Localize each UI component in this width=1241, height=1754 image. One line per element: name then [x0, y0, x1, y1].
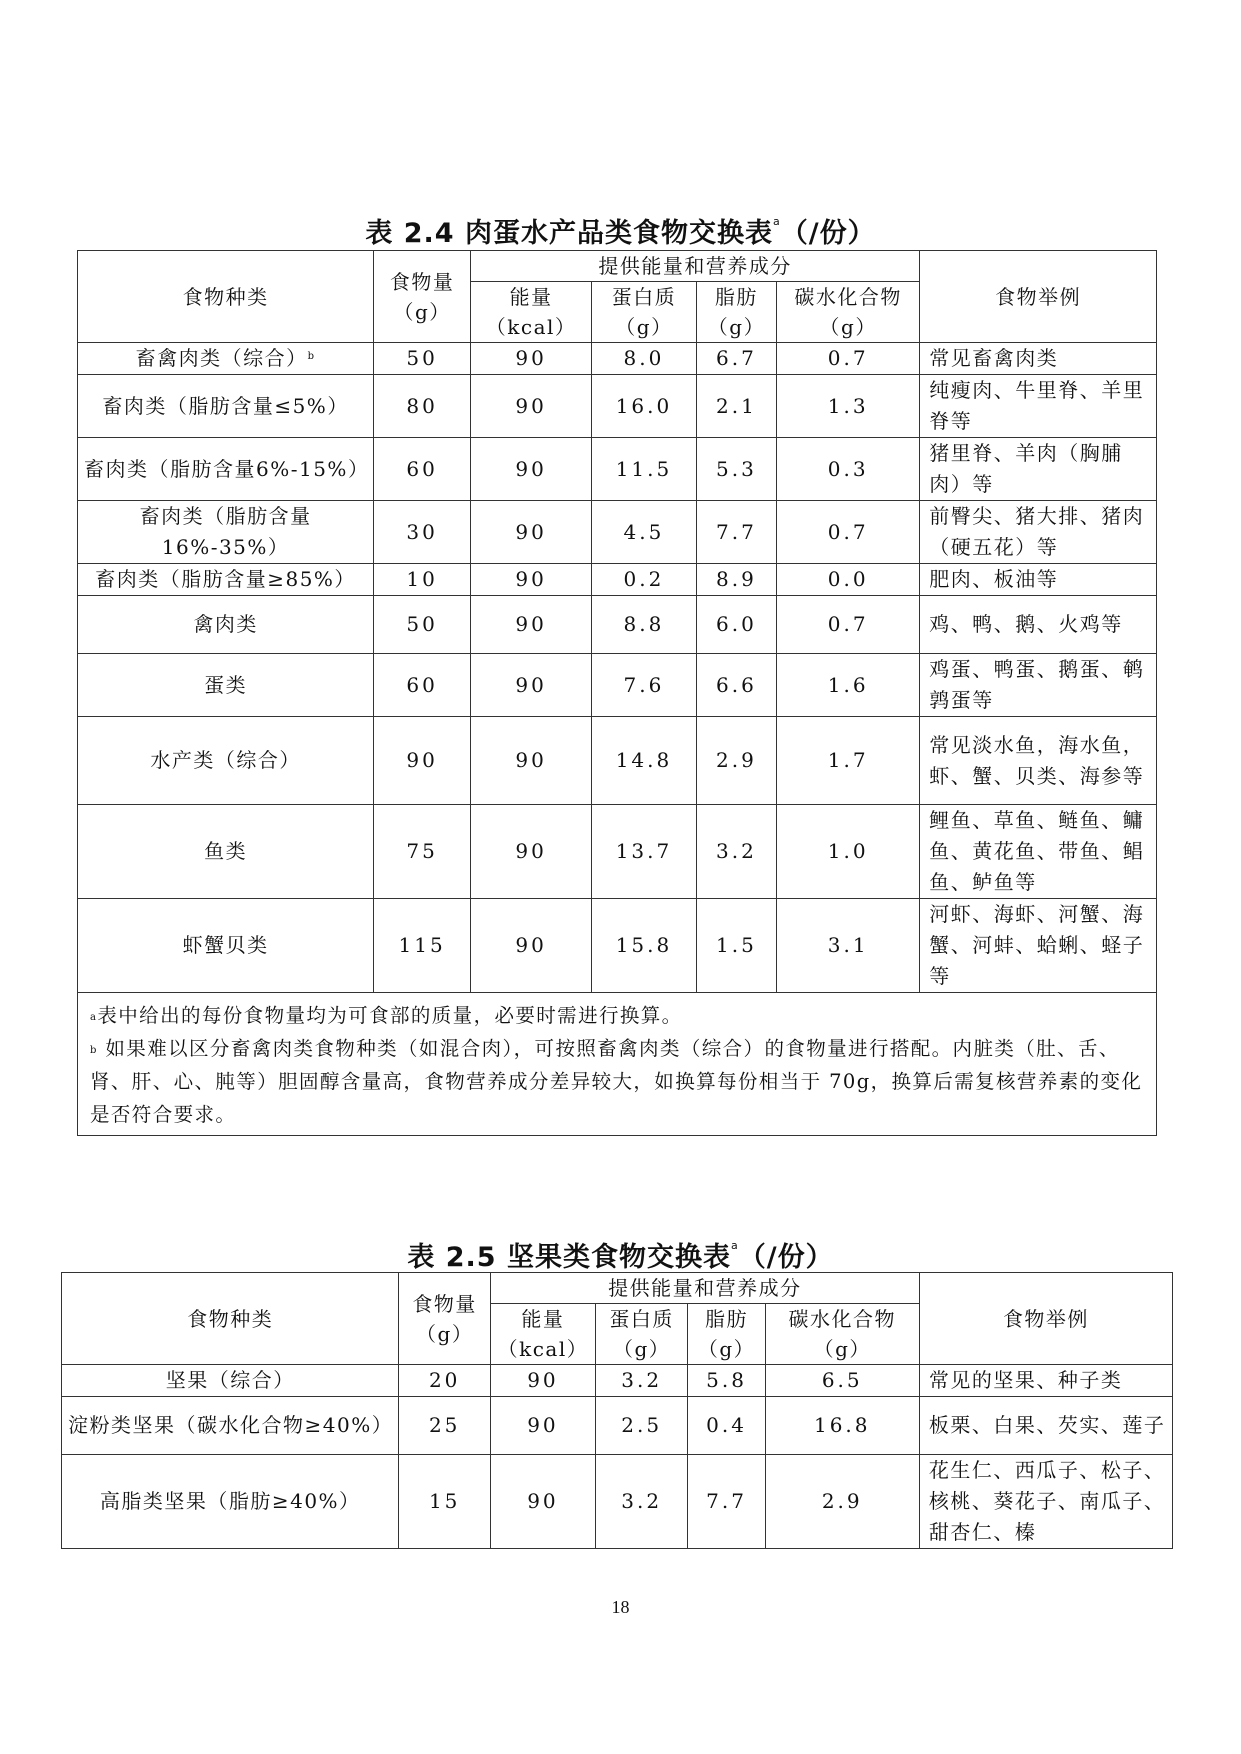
header-nutrients-group: 提供能量和营养成分 [490, 1273, 919, 1304]
category-text: 淀粉类坚果（碳水化合物≥40%） [68, 1413, 394, 1437]
cell-fat: 8.9 [696, 564, 776, 596]
cell-fat: 5.8 [688, 1365, 765, 1397]
cell-carb: 1.7 [777, 717, 920, 805]
table-row [78, 564, 1157, 596]
cell-energy: 90 [471, 596, 592, 654]
note-mark: a [90, 1012, 98, 1023]
note-text: 表中给出的每份食物量均为可食部的质量，必要时需进行换算。 [97, 1004, 683, 1027]
cell-carb: 1.3 [777, 375, 920, 438]
page-number: 18 [611, 1597, 630, 1617]
cell-examples: 花生仁、西瓜子、松子、核桃、葵花子、南瓜子、甜杏仁、榛 [919, 1455, 1172, 1549]
cell-energy: 90 [471, 501, 592, 564]
note-mark: b [90, 1045, 98, 1056]
header-category: 食物种类 [78, 251, 374, 343]
title-text: 表 2.5 坚果类食物交换表 [407, 1242, 731, 1273]
header-fat: 脂肪（g） [688, 1304, 765, 1365]
header-nutrients-group: 提供能量和营养成分 [471, 251, 920, 282]
note-b [90, 1032, 1146, 1131]
note-text: 如果难以区分畜禽肉类食物种类（如混合肉），可按照畜禽肉类（综合）的食物量进行搭配。内脏类（肚、舌、肾、肝、心、肫等）胆固醇含量高，食物营养成分差异较大，如换算每份相当于 70g，换算后需复核营养素的变化是否符合要求。 [90, 1037, 1143, 1126]
title-footnote-mark: a [731, 1239, 739, 1252]
nut-exchange-table [61, 1272, 1173, 1549]
cell-examples: 河虾、海虾、河蟹、海蟹、河蚌、蛤蜊、蛏子等 [920, 899, 1157, 993]
cell-energy: 90 [490, 1397, 595, 1455]
cell-protein: 16.0 [592, 375, 697, 438]
cell-carb: 0.3 [777, 438, 920, 501]
cell-energy: 90 [471, 717, 592, 805]
category-text: 畜肉类（脂肪含量6%-15%） [84, 456, 370, 481]
header-protein: 蛋白质（g） [592, 282, 697, 343]
category-text: 水产类（综合） [150, 748, 301, 772]
table-row [78, 805, 1157, 899]
cell-fat: 2.1 [696, 375, 776, 438]
cell-energy: 90 [471, 438, 592, 501]
cell-protein: 14.8 [592, 717, 697, 805]
cell-protein: 15.8 [592, 899, 697, 993]
header-protein: 蛋白质（g） [595, 1304, 688, 1365]
title-footnote-mark: a [773, 215, 781, 228]
cell-amount: 50 [374, 596, 471, 654]
cell-category [78, 343, 374, 375]
cell-carb: 1.6 [777, 654, 920, 717]
meat-egg-seafood-exchange-table [77, 250, 1157, 1136]
cell-amount: 15 [399, 1455, 491, 1549]
cell-amount: 30 [374, 501, 471, 564]
table-row [78, 343, 1157, 375]
cell-protein: 8.0 [592, 343, 697, 375]
cell-fat: 1.5 [696, 899, 776, 993]
category-text: 畜肉类（脂肪含量16%-35%） [139, 504, 312, 559]
cell-energy: 90 [490, 1365, 595, 1397]
cell-amount: 25 [399, 1397, 491, 1455]
cell-carb: 0.7 [777, 501, 920, 564]
cell-carb: 6.5 [765, 1365, 919, 1397]
cell-fat: 0.4 [688, 1397, 765, 1455]
cell-amount: 20 [399, 1365, 491, 1397]
cell-amount: 60 [374, 438, 471, 501]
header-category: 食物种类 [62, 1273, 399, 1365]
category-text: 蛋类 [204, 672, 248, 697]
cell-fat: 5.3 [696, 438, 776, 501]
header-amount: 食物量（g） [374, 251, 471, 343]
cell-category [78, 717, 374, 805]
cell-energy: 90 [471, 375, 592, 438]
cell-examples: 前臀尖、猪大排、猪肉（硬五花）等 [920, 501, 1157, 564]
title-suffix: （/份） [738, 1242, 834, 1273]
cell-amount: 50 [374, 343, 471, 375]
cell-carb: 16.8 [765, 1397, 919, 1455]
cell-amount: 90 [374, 717, 471, 805]
table-row [62, 1455, 1173, 1549]
cell-fat: 6.0 [696, 596, 776, 654]
cell-amount: 115 [374, 899, 471, 993]
cell-examples: 鲤鱼、草鱼、鲢鱼、鳙鱼、黄花鱼、带鱼、鲳鱼、鲈鱼等 [920, 805, 1157, 899]
cell-examples: 猪里脊、羊肉（胸脯肉）等 [920, 438, 1157, 501]
cell-carb: 1.0 [777, 805, 920, 899]
cell-examples: 常见淡水鱼，海水鱼，虾、蟹、贝类、海参等 [920, 717, 1157, 805]
header-carb: 碳水化合物（g） [777, 282, 920, 343]
cell-carb: 0.7 [777, 343, 920, 375]
cell-category [78, 564, 374, 596]
title-text: 表 2.4 肉蛋水产品类食物交换表 [365, 218, 773, 249]
cell-energy: 90 [471, 654, 592, 717]
header-energy: 能量（kcal） [471, 282, 592, 343]
category-text: 高脂类坚果（脂肪≥40%） [99, 1489, 361, 1513]
cell-carb: 0.0 [777, 564, 920, 596]
note-a [90, 999, 1146, 1032]
cell-fat: 3.2 [696, 805, 776, 899]
cell-examples: 板栗、白果、芡实、莲子 [919, 1397, 1172, 1455]
table-notes [78, 993, 1157, 1136]
title-suffix: （/份） [780, 218, 876, 249]
cell-protein: 13.7 [592, 805, 697, 899]
header-fat: 脂肪（g） [696, 282, 776, 343]
cell-examples: 鸡蛋、鸭蛋、鹅蛋、鹌鹑蛋等 [920, 654, 1157, 717]
cell-category [62, 1365, 399, 1397]
table-row [78, 654, 1157, 717]
cell-category [62, 1455, 399, 1549]
cell-examples: 常见畜禽肉类 [920, 343, 1157, 375]
cell-protein: 4.5 [592, 501, 697, 564]
header-examples: 食物举例 [919, 1273, 1172, 1365]
category-text: 坚果（综合） [165, 1368, 295, 1392]
cell-examples: 肥肉、板油等 [920, 564, 1157, 596]
table-2-4-title [0, 211, 1241, 250]
cell-protein: 11.5 [592, 438, 697, 501]
category-text: 禽肉类 [193, 612, 258, 636]
table-row [78, 375, 1157, 438]
table-row [78, 717, 1157, 805]
cell-category [62, 1397, 399, 1455]
cell-category [78, 375, 374, 438]
cell-fat: 6.6 [696, 654, 776, 717]
cell-protein: 3.2 [595, 1455, 688, 1549]
category-text: 畜肉类（脂肪含量≤5%） [102, 393, 349, 418]
cell-protein: 3.2 [595, 1365, 688, 1397]
table-row [78, 596, 1157, 654]
cell-carb: 0.7 [777, 596, 920, 654]
cell-protein: 2.5 [595, 1397, 688, 1455]
cell-category [78, 899, 374, 993]
cell-examples: 常见的坚果、种子类 [919, 1365, 1172, 1397]
cell-energy: 90 [471, 899, 592, 993]
header-energy: 能量（kcal） [490, 1304, 595, 1365]
cell-category [78, 501, 374, 564]
cell-protein: 7.6 [592, 654, 697, 717]
cell-energy: 90 [471, 564, 592, 596]
header-carb: 碳水化合物（g） [765, 1304, 919, 1365]
category-text: 畜肉类（脂肪含量≥85%） [95, 567, 356, 591]
category-text: 鱼类 [204, 839, 248, 863]
cell-category [78, 805, 374, 899]
category-text: 虾蟹贝类 [182, 933, 269, 957]
header-amount: 食物量（g） [399, 1273, 491, 1365]
cell-fat: 7.7 [688, 1455, 765, 1549]
category-footnote-mark: b [307, 351, 316, 362]
cell-examples: 纯瘦肉、牛里脊、羊里脊等 [920, 375, 1157, 438]
table-row [62, 1365, 1173, 1397]
table-row [78, 501, 1157, 564]
header-examples: 食物举例 [920, 251, 1157, 343]
table-row [62, 1397, 1173, 1455]
cell-amount: 80 [374, 375, 471, 438]
cell-energy: 90 [471, 805, 592, 899]
cell-fat: 7.7 [696, 501, 776, 564]
cell-fat: 6.7 [696, 343, 776, 375]
cell-category [78, 596, 374, 654]
cell-amount: 10 [374, 564, 471, 596]
cell-protein: 8.8 [592, 596, 697, 654]
cell-carb: 2.9 [765, 1455, 919, 1549]
cell-protein: 0.2 [592, 564, 697, 596]
cell-examples: 鸡、鸭、鹅、火鸡等 [920, 596, 1157, 654]
table-row [78, 899, 1157, 993]
cell-energy: 90 [471, 343, 592, 375]
table-row [78, 438, 1157, 501]
cell-amount: 75 [374, 805, 471, 899]
cell-amount: 60 [374, 654, 471, 717]
category-text: 畜禽肉类（综合） [135, 346, 308, 370]
cell-energy: 90 [490, 1455, 595, 1549]
cell-category [78, 654, 374, 717]
table-2-5-title [0, 1235, 1241, 1274]
cell-carb: 3.1 [777, 899, 920, 993]
cell-category [78, 438, 374, 501]
cell-fat: 2.9 [696, 717, 776, 805]
